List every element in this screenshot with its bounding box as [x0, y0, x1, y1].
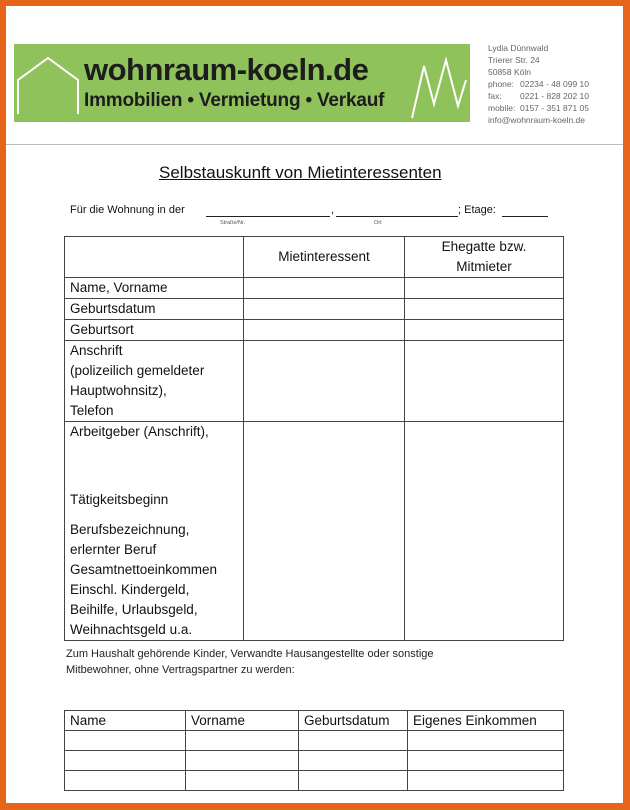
beruf-line-1: Berufsbezeichnung, — [70, 522, 190, 537]
applicant-table — [64, 236, 564, 641]
cell-input[interactable] — [244, 278, 405, 299]
etage-field[interactable] — [502, 216, 548, 217]
brand-tagline: Immobilien • Vermietung • Verkauf — [84, 90, 385, 111]
contact-block — [488, 42, 589, 126]
col-name: Name — [65, 711, 186, 731]
cell-input[interactable] — [186, 731, 299, 751]
cell-input[interactable] — [244, 422, 405, 641]
einkommen-line-2: Einschl. Kindergeld, — [70, 582, 190, 597]
table-row — [65, 320, 564, 341]
table-row — [65, 299, 564, 320]
mobile-value: 0157 - 351 871 05 — [520, 103, 590, 113]
cell-input[interactable] — [65, 771, 186, 791]
table-row — [65, 341, 564, 422]
household-header-row — [65, 711, 564, 731]
col-geburtsdatum: Geburtsdatum — [299, 711, 408, 731]
row-label-geburtsdatum: Geburtsdatum — [65, 299, 244, 320]
city-field[interactable] — [336, 216, 458, 217]
cell-input[interactable] — [299, 751, 408, 771]
anschrift-line-2: (polizeilich gemeldeter — [70, 363, 205, 378]
contact-phone — [488, 78, 589, 90]
anschrift-line-4: Telefon — [70, 403, 114, 418]
cell-input[interactable] — [65, 731, 186, 751]
einkommen-line-4: Weihnachtsgeld u.a. — [70, 622, 193, 637]
cell-input[interactable] — [408, 731, 564, 751]
street-field[interactable] — [206, 216, 330, 217]
table-row — [65, 771, 564, 791]
contact-street: Trierer Str. 24 — [488, 55, 540, 65]
household-note — [66, 646, 434, 678]
table-row — [65, 278, 564, 299]
contact-email: info@wohnraum-koeln.de — [488, 115, 585, 125]
cell-input[interactable] — [408, 771, 564, 791]
table-row — [65, 751, 564, 771]
cell-input[interactable] — [299, 731, 408, 751]
cell-input[interactable] — [405, 422, 564, 641]
cell-input[interactable] — [405, 299, 564, 320]
wohnung-label: Für die Wohnung in der — [70, 204, 185, 216]
contact-fax — [488, 90, 589, 102]
anschrift-line-1: Anschrift — [70, 343, 123, 358]
note-line-2: Mitbewohner, ohne Vertragspartner zu werden: — [66, 664, 295, 676]
row-label-geburtsort: Geburtsort — [65, 320, 244, 341]
row-label-employment — [65, 422, 244, 641]
cell-input[interactable] — [405, 341, 564, 422]
city-hint: Ort — [374, 220, 382, 226]
header-divider — [6, 144, 623, 145]
table-row — [65, 731, 564, 751]
form-title: Selbstauskunft von Mietinteressenten — [159, 163, 442, 182]
row-label-anschrift — [65, 341, 244, 422]
fax-value: 0221 - 828 202 10 — [520, 91, 590, 101]
cell-input[interactable] — [186, 771, 299, 791]
taetigkeit-label: Tätigkeitsbeginn — [70, 492, 169, 507]
einkommen-line-3: Beihilfe, Urlaubsgeld, — [70, 602, 198, 617]
document-page — [6, 6, 623, 803]
contact-name: Lydia Dünnwald — [488, 43, 549, 53]
phone-value: 02234 - 48 099 10 — [520, 79, 590, 89]
note-line-1: Zum Haushalt gehörende Kinder, Verwandte Hausangestellte oder sonstige — [66, 648, 434, 660]
cell-input[interactable] — [244, 320, 405, 341]
cell-input[interactable] — [244, 299, 405, 320]
street-hint: Straße/Nr. — [220, 220, 246, 226]
cell-input[interactable] — [405, 320, 564, 341]
col-mietinteressent: Mietinteressent — [244, 237, 405, 278]
col-einkommen: Eigenes Einkommen — [408, 711, 564, 731]
household-table — [64, 710, 564, 791]
arbeitgeber-label: Arbeitgeber (Anschrift), — [70, 424, 209, 439]
col-ehegatte: Ehegatte bzw. Mitmieter — [405, 237, 564, 278]
cell-input[interactable] — [405, 278, 564, 299]
fax-label: fax: — [488, 91, 502, 101]
etage-label: ; Etage: — [458, 204, 496, 216]
table-header-row — [65, 237, 564, 278]
company-logo — [14, 44, 470, 122]
contact-mobile — [488, 102, 589, 114]
einkommen-line-1: Gesamtnettoeinkommen — [70, 562, 218, 577]
contact-city: 50858 Köln — [488, 67, 532, 77]
col-vorname: Vorname — [186, 711, 299, 731]
cell-input[interactable] — [408, 751, 564, 771]
cell-input[interactable] — [186, 751, 299, 771]
table-row — [65, 422, 564, 641]
brand-name: wohnraum-koeln.de — [84, 52, 369, 87]
cell-input[interactable] — [244, 341, 405, 422]
phone-label: phone: — [488, 79, 514, 89]
comma-separator: , — [331, 204, 335, 216]
row-label-name: Name, Vorname — [65, 278, 244, 299]
cell-input[interactable] — [299, 771, 408, 791]
mobile-label: mobile: — [488, 103, 516, 113]
cell-input[interactable] — [65, 751, 186, 771]
anschrift-line-3: Hauptwohnsitz), — [70, 383, 167, 398]
beruf-line-2: erlernter Beruf — [70, 542, 157, 557]
